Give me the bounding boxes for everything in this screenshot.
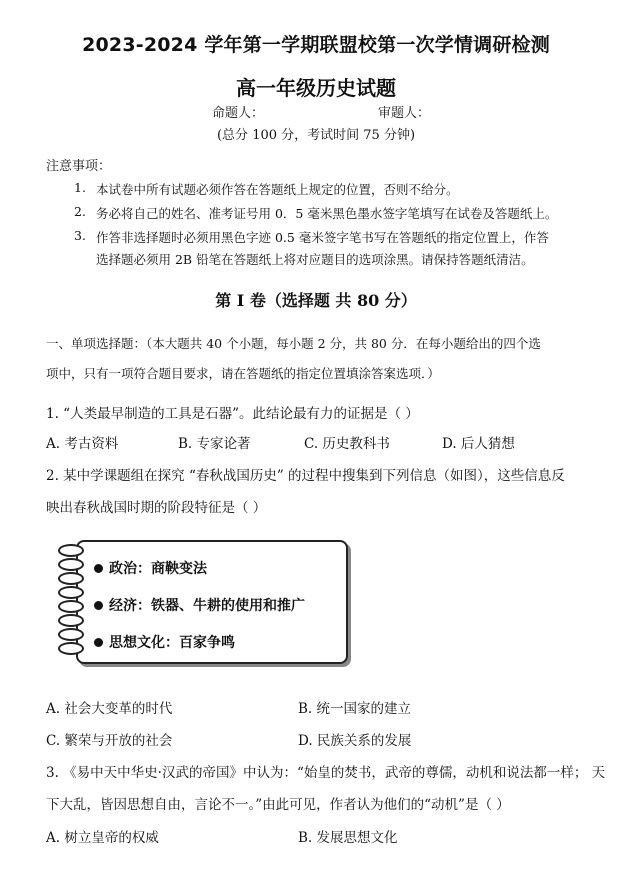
notice-item-2: 务必将自己的姓名、准考证号用 0．5 毫米黑色墨水签字笔填写在试卷及答题纸上。: [96, 206, 558, 221]
section-intro-2: 项中，只有一项符合题目要求，请在答题纸的指定位置填涂答案选项．）: [46, 366, 440, 381]
notice-item-3: 作答非选择题时必须用黑色字迹 0.5 毫米签字笔书写在答题纸的指定位置上，作答: [96, 230, 549, 245]
section-title: 第 I 卷（选择题 共 80 分）: [215, 291, 417, 310]
q1-option-b: B. 专家论著: [178, 436, 251, 452]
q2-option-a: A. 社会大变革的时代: [46, 701, 173, 717]
q1-option-a: A. 考古资料: [46, 436, 119, 452]
score-info: (总分 100 分，考试时间 75 分钟): [216, 128, 416, 143]
q2-option-b: B. 统一国家的建立: [298, 701, 412, 717]
q3-stem-1: 3. 《易中天中华史·汉武的帝国》中认为：“始皇的焚书，武帝的尊儒，动机和说法都一样； 天: [46, 765, 606, 781]
q2-stem-2: 映出春秋战国时期的阶段特征是（ ）: [46, 500, 267, 516]
notice-title: 注意事项：: [46, 159, 112, 174]
bullet-icon: [94, 601, 103, 610]
q3-option-b: B. 发展思想文化: [298, 830, 398, 846]
section-intro-1: 一、单项选择题：（本大题共 40 个小题，每小题 2 分，共 80 分．在每小题给出的四个选: [46, 336, 541, 351]
notice-item-2-num: 2.: [74, 204, 86, 219]
card-item-politics: 政治：商鞅变法: [94, 558, 207, 578]
reviewer-label: 审题人：: [378, 106, 431, 121]
exam-title: 2023-2024 学年第一学期联盟校第一次学情调研检测: [82, 34, 550, 56]
notice-item-1-num: 1.: [74, 180, 86, 195]
bullet-icon: [94, 638, 103, 647]
notice-item-3-num: 3.: [74, 228, 86, 243]
card-item-economy: 经济：铁器、牛耕的使用和推广: [94, 595, 305, 615]
exam-subtitle: 高一年级历史试题: [236, 76, 396, 100]
q2-stem-1: 2. 某中学课题组在探究 “春秋战国历史” 的过程中搜集到下列信息（如图），这些信息反: [46, 468, 565, 484]
notice-item-1: 本试卷中所有试题必须作答在答题纸上规定的位置，否则不给分。: [96, 182, 459, 197]
bullet-icon: [94, 564, 103, 573]
q3-stem-2: 下大乱，皆因思想自由，言论不一。”由此可见，作者认为他们的“动机”是（ ）: [46, 797, 510, 813]
setter-label: 命题人：: [212, 106, 265, 121]
q2-option-c: C. 繁荣与开放的社会: [46, 733, 173, 749]
notice-item-3-cont: 选择题必须用 2B 铅笔在答题纸上将对应题目的选项涂黑。请保持答题纸清洁。: [96, 252, 534, 267]
q2-option-d: D. 民族关系的发展: [298, 733, 412, 749]
q1-stem: 1. “人类最早制造的工具是石器”。此结论最有力的证据是（ ）: [46, 406, 419, 422]
card-item-culture: 思想文化：百家争鸣: [94, 632, 235, 652]
q1-option-c: C. 历史教科书: [304, 436, 390, 452]
notebook-rings: [58, 542, 82, 662]
q3-option-a: A. 树立皇帝的权威: [46, 830, 159, 846]
q1-option-d: D. 后人猜想: [442, 436, 515, 452]
